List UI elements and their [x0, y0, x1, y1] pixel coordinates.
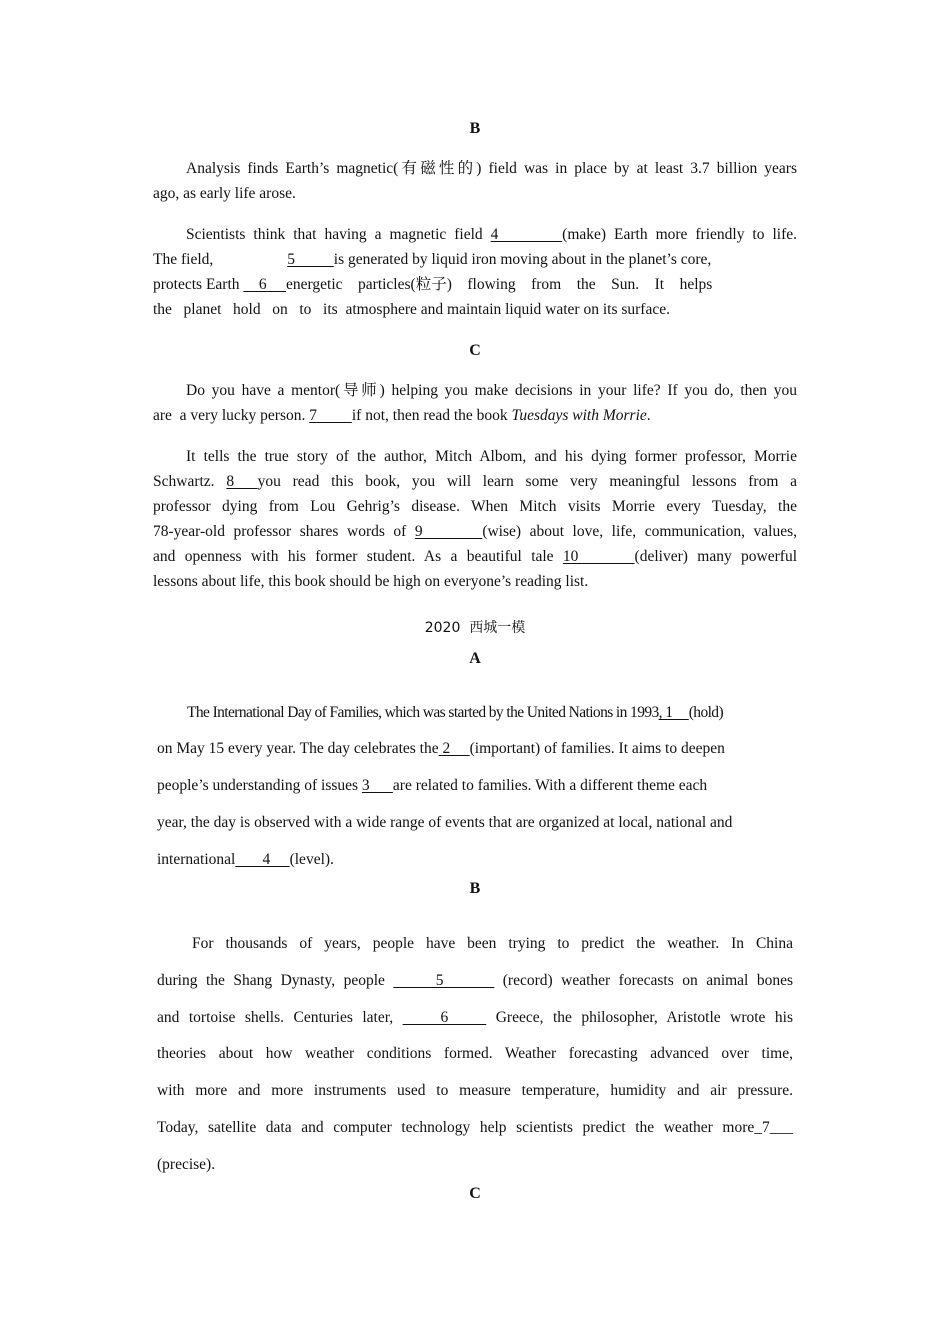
- paragraph-line: [153, 250, 797, 270]
- text: during the Shang Dynasty, people: [157, 972, 394, 989]
- text: protects Earth: [153, 276, 244, 293]
- paragraph-line: [153, 547, 797, 567]
- blank-1: , 1: [658, 704, 689, 721]
- text: (wise) about love, life, communication, values,: [482, 523, 798, 540]
- text: (record) weather forecasts on animal bones: [494, 972, 794, 989]
- text: (hold): [688, 704, 724, 721]
- blank-10: 10: [562, 548, 635, 565]
- text: are a very lucky person.: [153, 407, 310, 424]
- text: if not, then read the book: [351, 407, 512, 424]
- blank-4: 4: [490, 226, 563, 243]
- paragraph-line: [157, 971, 793, 991]
- text: (deliver) many powerful: [634, 548, 797, 565]
- paragraph-line: [157, 1118, 793, 1138]
- blank-9: 9: [414, 523, 483, 540]
- text: The International Day of Families, which was started by the United Nations in 1993: [187, 704, 659, 721]
- book-title: Tuesdays with Morrie: [511, 407, 647, 424]
- blank-6: 6: [243, 276, 287, 293]
- text: are related to families. With a different theme each: [392, 777, 708, 794]
- text: Greece, the philosopher, Aristotle wrote his: [486, 1009, 793, 1026]
- text: and tortoise shells. Centuries later,: [157, 1009, 403, 1026]
- paragraph-line: It tells the true story of the author, Mitch Albom, and his dying former professor, Morrie: [186, 448, 797, 465]
- blank-7: 7: [309, 407, 352, 424]
- blank-3: 3: [361, 777, 393, 794]
- text: on May 15 every year. The day celebrates the: [157, 740, 439, 757]
- passage-a-heading: A: [469, 650, 481, 667]
- text: people’s understanding of issues: [157, 777, 362, 794]
- blank-4: 4: [235, 851, 290, 868]
- paragraph-line: (precise).: [157, 1156, 216, 1173]
- text: energetic particles(粒子) flowing from the Sun. It helps: [286, 276, 713, 293]
- text: (level).: [289, 851, 334, 868]
- paragraph-line: [153, 522, 797, 542]
- blank-7: _7___: [754, 1119, 793, 1136]
- paragraph-line: lessons about life, this book should be high on everyone’s reading list.: [153, 573, 589, 590]
- blank-5: 5: [393, 972, 495, 989]
- paragraph-line: [153, 406, 797, 426]
- paragraph-line: professor dying from Lou Gehrig’s disease. When Mitch visits Morrie every Tuesday, the: [153, 498, 797, 515]
- blank-6: 6: [402, 1009, 487, 1026]
- text: you read this book, you will learn some very meaningful lessons from a: [257, 473, 798, 490]
- paragraph-line: [157, 1008, 793, 1028]
- text: (make) Earth more friendly to life.: [562, 226, 797, 243]
- text: is generated by liquid iron moving about in the planet’s core,: [333, 251, 712, 268]
- paragraph-line: the planet hold on to its atmosphere and maintain liquid water on its surface.: [153, 301, 670, 318]
- text: The field,: [153, 251, 214, 268]
- paragraph-line: theories about how weather conditions formed. Weather forecasting advanced over time,: [157, 1045, 793, 1062]
- paragraph-line: [157, 850, 793, 870]
- paragraph-line: Do you have a mentor(导师) helping you make decisions in your life? If you do, then you: [186, 382, 797, 399]
- text: international: [157, 851, 236, 868]
- paragraph-line: [153, 472, 797, 492]
- paragraph-line: ago, as early life arose.: [153, 185, 296, 202]
- paragraph-line: [153, 275, 797, 295]
- blank-8: 8: [226, 473, 258, 490]
- passage-b-heading: B: [469, 880, 481, 897]
- passage-c-heading: C: [469, 1185, 481, 1202]
- paragraph-line: [187, 703, 823, 723]
- paragraph-line: year, the day is observed with a wide range of events that are organized at local, national and: [157, 814, 733, 831]
- passage-b-heading: B: [469, 120, 481, 137]
- blank-2: 2: [438, 740, 470, 757]
- passage-c-heading: C: [469, 342, 481, 359]
- text: Scientists think that having a magnetic field: [186, 226, 491, 243]
- text: .: [646, 407, 651, 424]
- paragraph-line: with more and more instruments used to measure temperature, humidity and air pressure.: [157, 1082, 793, 1099]
- text: and openness with his former student. As a beautiful tale: [153, 548, 563, 565]
- text: (important) of families. It aims to deepen: [469, 740, 725, 757]
- paragraph-line: For thousands of years, people have been trying to predict the weather. In China: [192, 935, 793, 952]
- text: Today, satellite data and computer technology help scientists predict the weather more: [157, 1119, 755, 1136]
- blank-5: 5: [287, 251, 334, 268]
- text: Schwartz.: [153, 473, 227, 490]
- paragraph-line: [157, 776, 793, 796]
- text: 78-year-old professor shares words of: [153, 523, 415, 540]
- exam-title: 2020 西城一模: [424, 620, 526, 636]
- paragraph-line: [186, 225, 797, 245]
- paragraph-line: [157, 739, 793, 759]
- paragraph-line: Analysis finds Earth’s magnetic(有磁性的) field was in place by at least 3.7 billion years: [186, 160, 797, 177]
